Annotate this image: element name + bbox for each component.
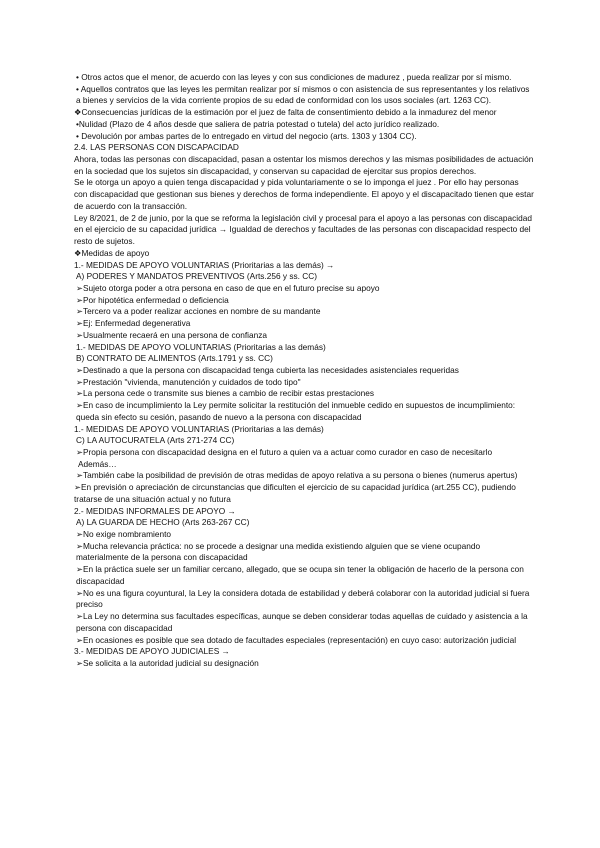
text-line: ➢Propia persona con discapacidad designa en el futuro a quien va a actuar como curador en caso de necesitarlo: [76, 447, 493, 457]
text-line: 2.4. LAS PERSONAS CON DISCAPACIDAD: [74, 142, 239, 153]
text-line: 1.- MEDIDAS DE APOYO VOLUNTARIAS (Prioritarias a las demás): [76, 341, 326, 352]
text-line: ➢Por hipotética enfermedad o deficiencia: [76, 294, 229, 305]
text-line: ➢No exige nombramiento: [76, 529, 172, 540]
text-line: Ley 8/2021, de 2 de junio, por la que se reforma la legislación civil y procesal para el apoyo a las personas con discapacidad en el ejercicio de su capacidad jurídica → Igualdad de derechos y facultades de las personas con discapacidad respecto del resto de sujetos.: [74, 212, 532, 247]
text-line: Se le otorga un apoyo a quien tenga discapacidad y pida voluntariamente o se lo imponga el juez . Por ello hay personas con discapacidad que gestionan sus bienes y derechos de forma independiente. El apoyo y el discapacitado tienen que estar de acuerdo con la transacción.: [74, 177, 534, 211]
text-line: ➢En ocasiones es posible que sea dotado de facultades especiales (representación) en cuyo caso: autorización judicial: [76, 634, 517, 645]
document-page: [74, 72, 534, 670]
text-line: ❖Medidas de apoyo: [74, 247, 150, 258]
text-line: ❖Consecuencias jurídicas de la estimación por el juez de falta de consentimiento debido a la inmadurez del menor: [74, 107, 497, 118]
text-line: 2.- MEDIDAS INFORMALES DE APOYO →: [74, 505, 236, 516]
text-line: •Nulidad (Plazo de 4 años desde que saliera de patria potestad o tutela) del acto jurídico realizado.: [76, 118, 440, 129]
text-line: Ahora, todas las personas con discapacidad, pasan a ostentar los mismos derechos y las mismas posibilidades de actuación en la sociedad que los sujetos sin discapacidad, y conservan su capacidad de ejercitar sus propios derechos.: [74, 154, 534, 176]
text-line: ➢Se solicita a la autoridad judicial su designación: [76, 657, 259, 668]
text-line: ➢Destinado a que la persona con discapacidad tenga cubierta las necesidades asistenciales requeridas: [76, 364, 459, 375]
text-line: 1.- MEDIDAS DE APOYO VOLUNTARIAS (Prioritarias a las demás) →: [74, 259, 335, 270]
text-line: ➢En previsión o apreciación de circunstancias que dificulten el ejercicio de su capacidad jurídica (art.255 CC), pudiendo tratarse de una situación actual y no futura: [74, 482, 516, 504]
text-line: ➢En caso de incumplimiento la Ley permite solicitar la restitución del inmueble cedido en supuestos de incumplimiento: queda sin efecto su cesión, pasando de nuevo a la persona con discapacidad: [76, 400, 516, 422]
text-line: ➢Tercero va a poder realizar acciones en nombre de su mandante: [76, 306, 321, 317]
text-line: 3.- MEDIDAS DE APOYO JUDICIALES →: [74, 646, 230, 657]
text-line: • Otros actos que el menor, de acuerdo con las leyes y con sus condiciones de madurez , pueda realizar por sí mismo.: [76, 72, 512, 82]
text-line: B) CONTRATO DE ALIMENTOS (Arts.1791 y ss. CC): [76, 353, 273, 364]
text-line: ➢También cabe la posibilidad de previsión de otras medidas de apoyo relativa a su persona o bienes (numerus apertus): [76, 470, 518, 481]
text-line: 1.- MEDIDAS DE APOYO VOLUNTARIAS (Prioritarias a las demás): [74, 423, 324, 434]
text-line: ➢Prestación "vivienda, manutención y cuidados de todo tipo": [76, 376, 301, 387]
text-line: ➢Ej: Enfermedad degenerativa: [76, 318, 191, 329]
text-line: ➢Mucha relevancia práctica: no se procede a designar una medida existiendo alguien que se viene ocupando materialmente de la persona con discapacidad: [76, 540, 481, 563]
text-line: Además…: [78, 458, 117, 469]
text-line: ➢No es una figura coyuntural, la Ley la considera dotada de estabilidad y deberá colaborar con la autoridad judicial si fuera preciso: [76, 587, 530, 610]
text-line: ➢Sujeto otorga poder a otra persona en caso de que en el futuro precise su apoyo: [76, 282, 380, 293]
text-line: • Devolución por ambas partes de lo entregado en virtud del negocio (arts. 1303 y 1304 CC).: [76, 130, 417, 141]
text-line: ➢La persona cede o transmite sus bienes a cambio de recibir estas prestaciones: [76, 388, 374, 399]
text-line: ➢En la práctica suele ser un familiar cercano, allegado, que se ocupa sin tener la obligación de hacerlo de la persona con discapacidad: [76, 564, 524, 586]
text-line: ➢La Ley no determina sus facultades específicas, aunque se deben considerar todas aquellas de cuidado y asistencia a la persona con discapacidad: [76, 611, 528, 633]
text-line: A) LA GUARDA DE HECHO (Arts 263-267 CC): [76, 517, 250, 528]
text-line: • Aquellos contratos que las leyes les permitan realizar por sí mismos o con asistencia de sus representantes y los relativos a bienes y servicios de la vida corriente propios de su edad de conformidad con los usos sociales (art. 1263 CC).: [76, 83, 530, 106]
text-line: C) LA AUTOCURATELA (Arts 271-274 CC): [76, 435, 235, 446]
text-line: ➢Usualmente recaerá en una persona de confianza: [76, 329, 267, 340]
text-line: A) PODERES Y MANDATOS PREVENTIVOS (Arts.256 y ss. CC): [76, 271, 317, 282]
